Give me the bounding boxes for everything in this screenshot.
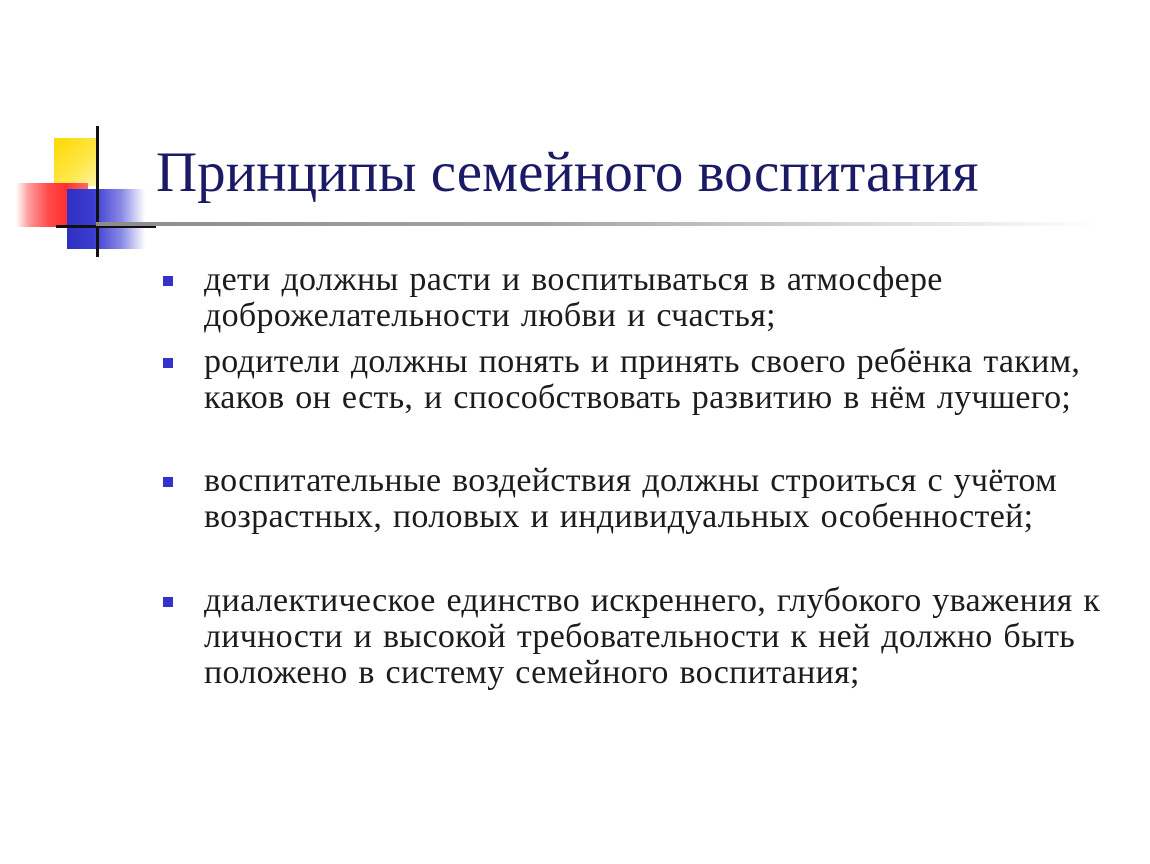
bullet-text: воспитательные воздействия должны строиться с учётом возрастных, половых и индивидуальных особенностей; [204,462,1057,535]
blue-square [67,189,145,249]
bullet-text: дети должны расти и воспитываться в атмосфере доброжелательности любви и счастья; [204,261,943,334]
bullet-text: диалектическое единство искреннего, глубокого уважения к личности и высокой требовательности к ней должно быть положено в систему семейного воспитания; [204,582,1101,691]
square-bullet-icon [163,276,173,286]
square-bullet-icon [163,597,173,607]
square-bullet-icon [163,358,173,368]
title-underline [96,222,1096,226]
bullet-text: родители должны понять и принять своего ребёнка таким, каков он есть, и способствовать развитию в нём лучшего; [204,343,1081,416]
slide-title: Принципы семейного воспитания [156,141,979,204]
vertical-line [96,126,99,257]
corner-logo-icon [0,0,180,270]
square-bullet-icon [163,477,173,487]
yellow-square [54,138,98,186]
